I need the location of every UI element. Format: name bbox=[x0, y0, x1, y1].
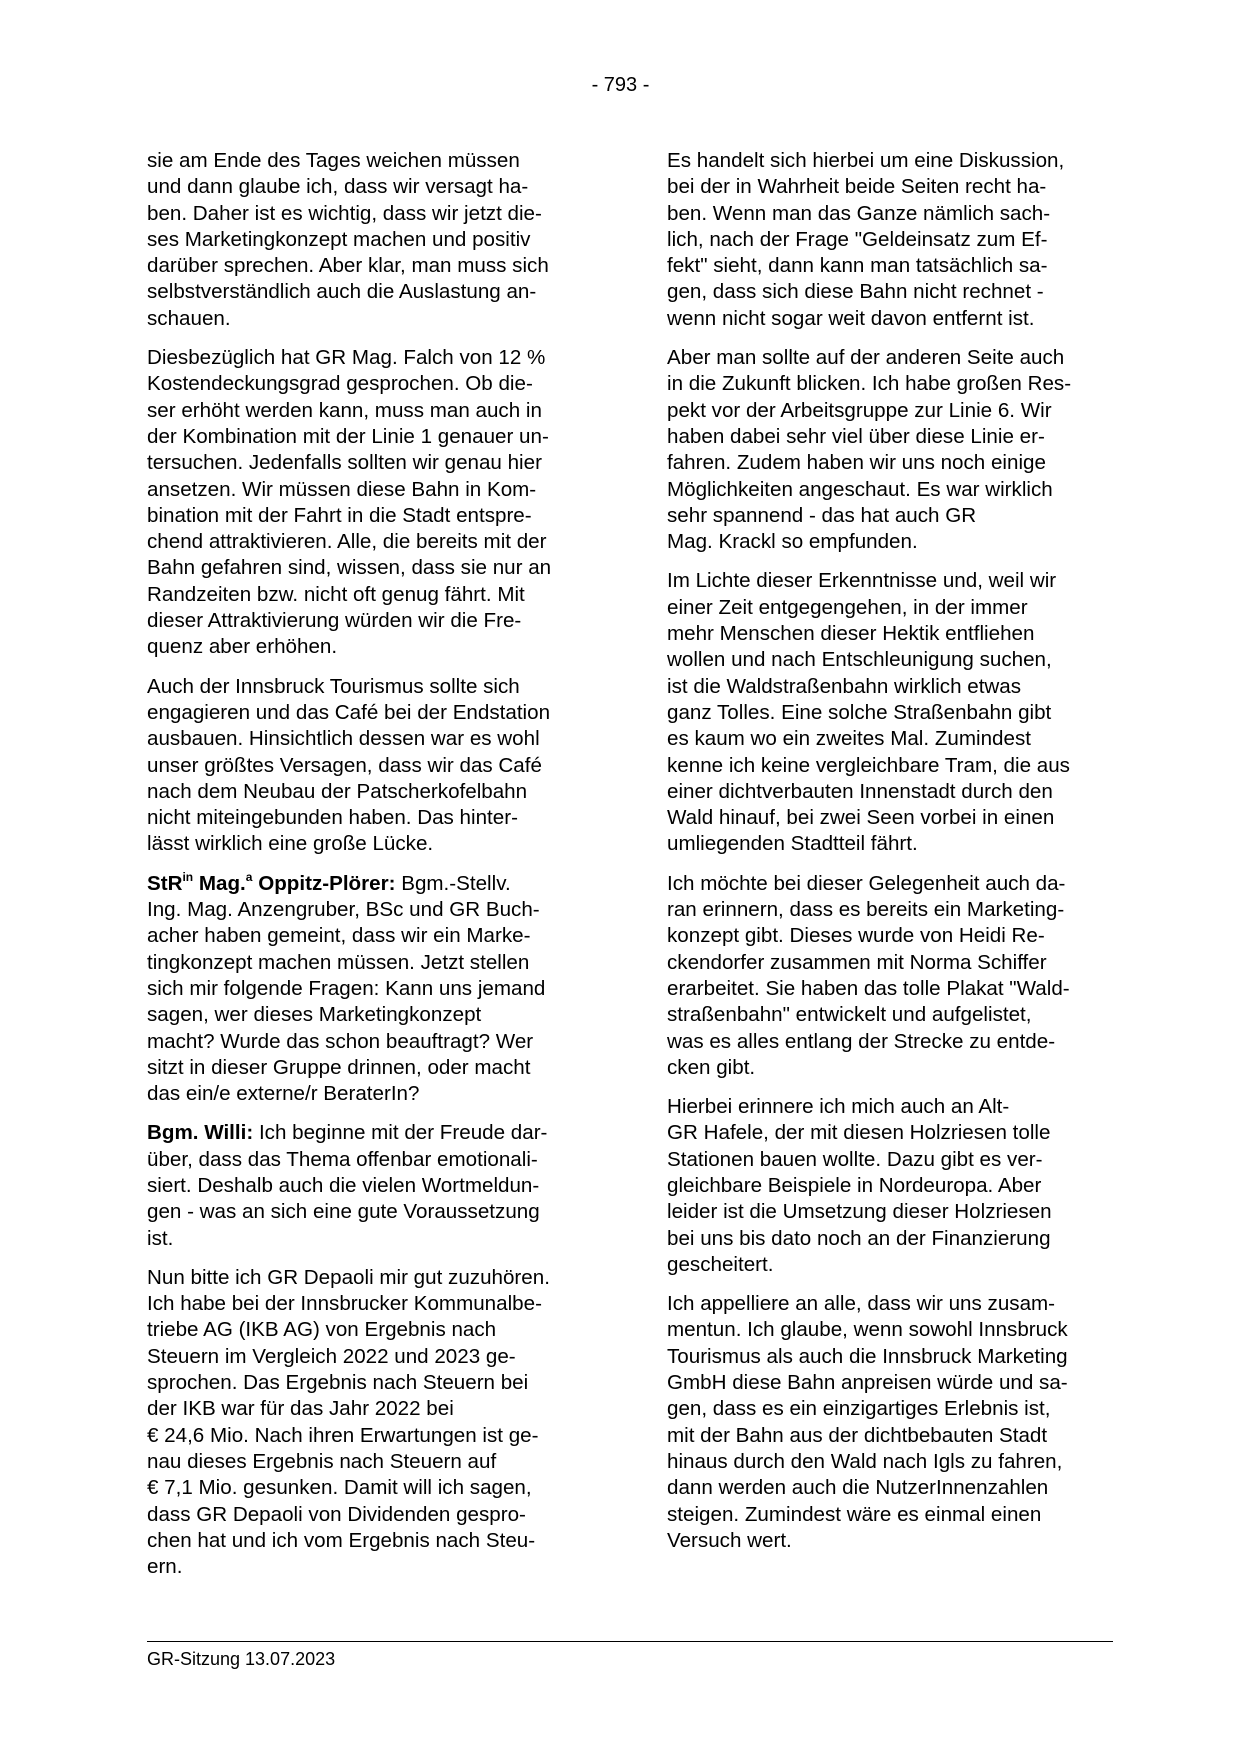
speaker-name: Bgm. Willi: bbox=[147, 1121, 254, 1145]
text-line: ist. bbox=[147, 1226, 174, 1250]
text-line: GR Hafele, der mit diesen Holzriesen tolle bbox=[667, 1121, 1051, 1145]
text-line bbox=[147, 871, 617, 897]
text-line: triebe AG (IKB AG) von Ergebnis nach bbox=[147, 1318, 497, 1342]
text-line: Ich habe bei der Innsbrucker Kommunalbe- bbox=[147, 1292, 542, 1316]
text-line: haben dabei sehr viel über diese Linie er- bbox=[667, 424, 1045, 448]
text-line: unser größtes Versagen, dass wir das Café bbox=[147, 753, 542, 777]
text-line: nach dem Neubau der Patscherkofelbahn bbox=[147, 779, 528, 803]
text-line: bei uns bis dato noch an der Finanzierung bbox=[667, 1226, 1051, 1250]
paragraph bbox=[667, 871, 1137, 1081]
text-line: einer Zeit entgegengehen, in der immer bbox=[667, 595, 1028, 619]
text-line: macht? Wurde das schon beauftragt? Wer bbox=[147, 1029, 534, 1053]
text-line bbox=[147, 1120, 617, 1146]
text-line: Ich appelliere an alle, dass wir uns zusam- bbox=[667, 1292, 1056, 1316]
footer-session-date: GR-Sitzung 13.07.2023 bbox=[147, 1649, 336, 1669]
text-line: darüber sprechen. Aber klar, man muss sich bbox=[147, 254, 549, 278]
text-line: nau dieses Ergebnis nach Steuern auf bbox=[147, 1449, 497, 1473]
paragraph bbox=[667, 345, 1137, 555]
text-line: ben. Daher ist es wichtig, dass wir jetzt die- bbox=[147, 201, 542, 225]
text-line: gen, dass es ein einzigartiges Erlebnis ist, bbox=[667, 1397, 1051, 1421]
text-line: acher haben gemeint, dass wir ein Marke- bbox=[147, 924, 531, 948]
text-line: ckendorfer zusammen mit Norma Schiffer bbox=[667, 950, 1047, 974]
text-line: Stationen bauen wollte. Dazu gibt es ver- bbox=[667, 1147, 1043, 1171]
text-line: Bahn gefahren sind, wissen, dass sie nur an bbox=[147, 556, 552, 580]
text-line: bination mit der Fahrt in die Stadt entspre- bbox=[147, 503, 532, 527]
speaker-name-part: Mag. bbox=[193, 871, 246, 895]
text-line: wenn nicht sogar weit davon entfernt ist. bbox=[667, 306, 1035, 330]
footer-divider bbox=[147, 1641, 1113, 1642]
text-line: sie am Ende des Tages weichen müssen bbox=[147, 149, 520, 172]
text-line: Auch der Innsbruck Tourismus sollte sich bbox=[147, 674, 520, 698]
text-line: der Kombination mit der Linie 1 genauer un- bbox=[147, 424, 549, 448]
text-line: ran erinnern, dass es bereits ein Marketing- bbox=[667, 898, 1065, 922]
text-line: ganz Tolles. Eine solche Straßenbahn gibt bbox=[667, 700, 1052, 724]
text-line: Wald hinauf, bei zwei Seen vorbei in einen bbox=[667, 806, 1055, 830]
speaker-superscript: in bbox=[182, 869, 194, 884]
text-line: sehr spannend - das hat auch GR bbox=[667, 503, 977, 527]
text-line: und dann glaube ich, dass wir versagt ha- bbox=[147, 175, 529, 199]
text-line: Randzeiten bzw. nicht oft genug fährt. Mit bbox=[147, 582, 525, 606]
text-line: quenz aber erhöhen. bbox=[147, 635, 338, 659]
text-line: Es handelt sich hierbei um eine Diskussion, bbox=[667, 149, 1065, 172]
text-line: dass GR Depaoli von Dividenden gespro- bbox=[147, 1502, 526, 1526]
text-line: Mag. Krackl so empfunden. bbox=[667, 530, 918, 554]
text-line: Nun bitte ich GR Depaoli mir gut zuzuhören. bbox=[147, 1265, 550, 1289]
text-line: selbstverständlich auch die Auslastung an- bbox=[147, 280, 537, 304]
text-line: Im Lichte dieser Erkenntnisse und, weil wir bbox=[667, 569, 1057, 593]
text-line: dieser Attraktivierung würden wir die Fre- bbox=[147, 609, 522, 633]
text-line: fahren. Zudem haben wir uns noch einige bbox=[667, 451, 1046, 475]
text-line: ser erhöht werden kann, muss man auch in bbox=[147, 398, 542, 422]
text-line: Ing. Mag. Anzengruber, BSc und GR Buch- bbox=[147, 898, 540, 922]
text-line: fekt" sieht, dann kann man tatsächlich sa- bbox=[667, 254, 1048, 278]
text-line: Möglichkeiten angeschaut. Es war wirklich bbox=[667, 477, 1053, 501]
text-line: ern. bbox=[147, 1555, 183, 1579]
text-line: mehr Menschen dieser Hektik entfliehen bbox=[667, 622, 1035, 646]
text-line: hinaus durch den Wald nach Igls zu fahren, bbox=[667, 1449, 1063, 1473]
text-line: straßenbahn" entwickelt und aufgelistet, bbox=[667, 1003, 1032, 1027]
text-line: pekt vor der Arbeitsgruppe zur Linie 6. Wir bbox=[667, 398, 1052, 422]
text-line: sagen, wer dieses Marketingkonzept bbox=[147, 1003, 482, 1027]
text-line: was es alles entlang der Strecke zu entde- bbox=[667, 1029, 1056, 1053]
text-line: siert. Deshalb auch die vielen Wortmeldun- bbox=[147, 1173, 540, 1197]
text-line: erarbeitet. Sie haben das tolle Plakat "Wald- bbox=[667, 976, 1070, 1000]
text-line: Tourismus als auch die Innsbruck Marketing bbox=[667, 1344, 1068, 1368]
text-line: lässt wirklich eine große Lücke. bbox=[147, 832, 434, 856]
text-line: nicht miteingebunden haben. Das hinter- bbox=[147, 806, 518, 830]
text-line: € 24,6 Mio. Nach ihren Erwartungen ist ge- bbox=[147, 1423, 539, 1447]
text-line: tingkonzept machen müssen. Jetzt stellen bbox=[147, 950, 530, 974]
speaker-name-part: StR bbox=[147, 871, 183, 895]
text-line: ben. Wenn man das Ganze nämlich sach- bbox=[667, 201, 1051, 225]
speech-text: Bgm.-Stellv. bbox=[395, 871, 511, 895]
text-line: cken gibt. bbox=[667, 1055, 756, 1079]
text-line: chend attraktivieren. Alle, die bereits mit der bbox=[147, 530, 547, 554]
text-line: Diesbezüglich hat GR Mag. Falch von 12 % bbox=[147, 346, 546, 370]
right-column bbox=[667, 148, 1137, 1567]
text-line: einer dichtverbauten Innenstadt durch den bbox=[667, 779, 1053, 803]
text-line: Steuern im Vergleich 2022 und 2023 ge- bbox=[147, 1344, 516, 1368]
text-line: umliegenden Stadtteil fährt. bbox=[667, 832, 918, 856]
paragraph bbox=[667, 1291, 1137, 1554]
text-line: über, dass das Thema offenbar emotionali- bbox=[147, 1147, 538, 1171]
text-line: schauen. bbox=[147, 306, 231, 330]
paragraph bbox=[667, 568, 1137, 857]
text-line: ansetzen. Wir müssen diese Bahn in Kom- bbox=[147, 477, 537, 501]
speaker-name-part: Oppitz-Plörer: bbox=[252, 871, 396, 895]
text-line: gleichbare Beispiele in Nordeuropa. Aber bbox=[667, 1173, 1042, 1197]
paragraph bbox=[147, 148, 617, 332]
text-line: leider ist die Umsetzung dieser Holzriesen bbox=[667, 1200, 1052, 1224]
text-line: ist die Waldstraßenbahn wirklich etwas bbox=[667, 674, 1022, 698]
text-line: Ich möchte bei dieser Gelegenheit auch da- bbox=[667, 871, 1066, 895]
text-line: gescheitert. bbox=[667, 1252, 774, 1276]
paragraph bbox=[147, 1265, 617, 1581]
text-line: chen hat und ich vom Ergebnis nach Steu- bbox=[147, 1528, 536, 1552]
left-column bbox=[147, 148, 617, 1593]
text-line: sprochen. Das Ergebnis nach Steuern bei bbox=[147, 1371, 529, 1395]
paragraph bbox=[667, 1094, 1137, 1278]
text-line: € 7,1 Mio. gesunken. Damit will ich sagen, bbox=[147, 1476, 532, 1500]
text-line: GmbH diese Bahn anpreisen würde und sa- bbox=[667, 1371, 1068, 1395]
text-line: sitzt in dieser Gruppe drinnen, oder macht bbox=[147, 1055, 531, 1079]
text-line: Versuch wert. bbox=[667, 1528, 792, 1552]
speech-text: Ich beginne mit der Freude dar- bbox=[253, 1121, 548, 1145]
text-line: kenne ich keine vergleichbare Tram, die aus bbox=[667, 753, 1070, 777]
text-line: mit der Bahn aus der dichtbebauten Stadt bbox=[667, 1423, 1048, 1447]
text-line: Hierbei erinnere ich mich auch an Alt- bbox=[667, 1095, 1010, 1119]
text-line: gen - was an sich eine gute Voraussetzung bbox=[147, 1200, 540, 1224]
text-line: lich, nach der Frage "Geldeinsatz zum Ef- bbox=[667, 227, 1048, 251]
text-line: gen, dass sich diese Bahn nicht rechnet - bbox=[667, 280, 1044, 304]
speaker-name bbox=[147, 869, 396, 895]
text-line: konzept gibt. Dieses wurde von Heidi Re- bbox=[667, 924, 1045, 948]
text-line: in die Zukunft blicken. Ich habe großen Res- bbox=[667, 372, 1072, 396]
page-number: - 793 - bbox=[591, 74, 650, 96]
text-line: ses Marketingkonzept machen und positiv bbox=[147, 227, 531, 251]
text-line: tersuchen. Jedenfalls sollten wir genau hier bbox=[147, 451, 542, 475]
speaker-superscript: a bbox=[245, 869, 253, 884]
text-line: engagieren und das Café bei der Endstation bbox=[147, 700, 551, 724]
text-line: ausbauen. Hinsichtlich dessen war es wohl bbox=[147, 727, 540, 751]
text-line: es kaum wo ein zweites Mal. Zumindest bbox=[667, 727, 1031, 751]
text-line: wollen und nach Entschleunigung suchen, bbox=[667, 648, 1052, 672]
paragraph bbox=[147, 871, 617, 1108]
paragraph bbox=[667, 148, 1137, 332]
text-line: Aber man sollte auf der anderen Seite auch bbox=[667, 346, 1065, 370]
text-line: bei der in Wahrheit beide Seiten recht ha- bbox=[667, 175, 1047, 199]
paragraph bbox=[147, 1120, 617, 1251]
text-line: das ein/e externe/r BeraterIn? bbox=[147, 1082, 420, 1106]
text-line: mentun. Ich glaube, wenn sowohl Innsbruck bbox=[667, 1318, 1068, 1342]
text-line: Kostendeckungsgrad gesprochen. Ob die- bbox=[147, 372, 533, 396]
text-line: sich mir folgende Fragen: Kann uns jemand bbox=[147, 976, 546, 1000]
text-line: dann werden auch die NutzerInnenzahlen bbox=[667, 1476, 1049, 1500]
paragraph bbox=[147, 674, 617, 858]
text-line: steigen. Zumindest wäre es einmal einen bbox=[667, 1502, 1042, 1526]
paragraph bbox=[147, 345, 617, 661]
text-line: der IKB war für das Jahr 2022 bei bbox=[147, 1397, 454, 1421]
